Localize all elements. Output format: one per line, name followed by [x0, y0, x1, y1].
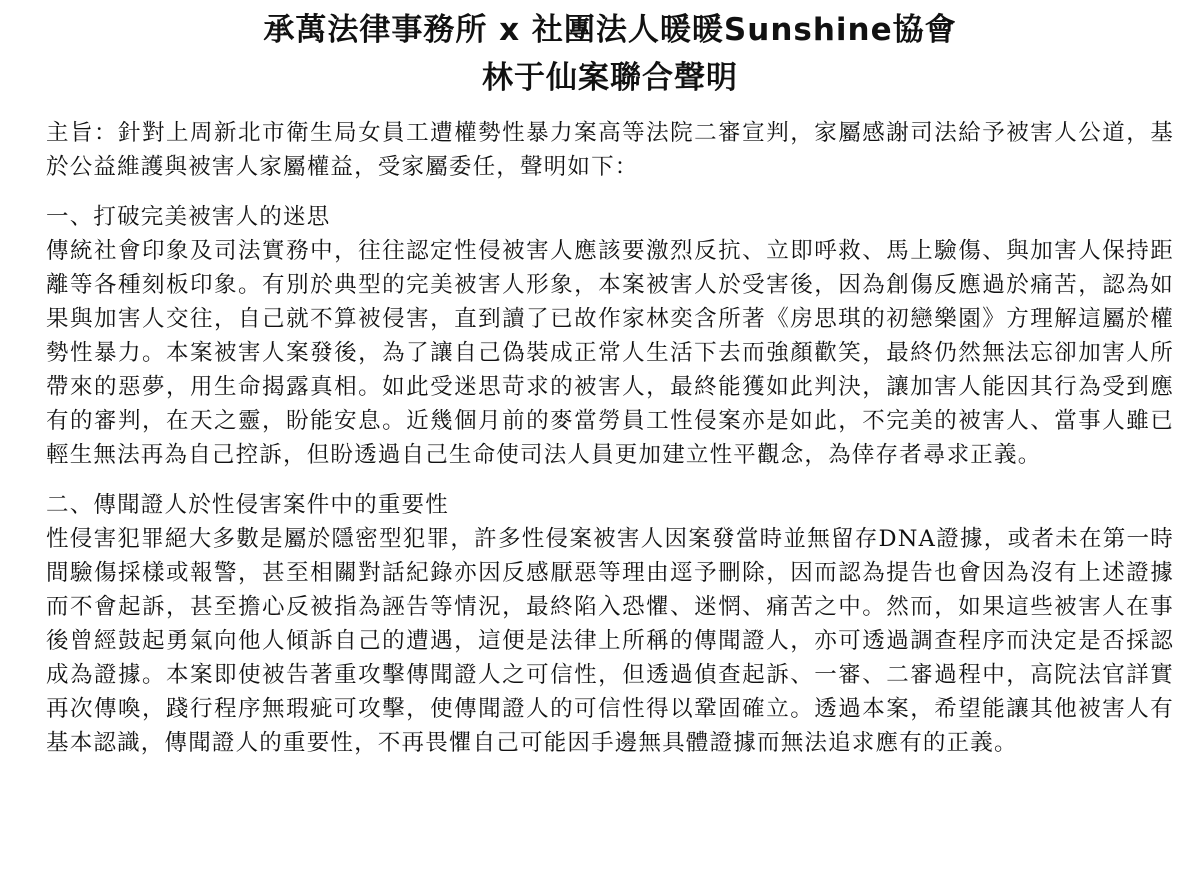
- section-heading-1: 一、打破完美被害人的迷思: [46, 204, 331, 230]
- section-body-2: 性侵害犯罪絕大多數是屬於隱密型犯罪，許多性侵案被害人因案發當時並無留存DNA證據，或者未在第一時間驗傷採樣或報警，甚至相關對話紀錄亦因反感厭惡等理由逕予刪除，因而認為提告也會因為沒有上述證據而不會起訴，甚至擔心反被指為誣告等情況，最終陷入恐懼、迷惘、痛苦之中。然而，如果這些被害人在事後曾經鼓起勇氣向他人傾訴自己的遭遇，這便是法律上所稱的傳聞證人，亦可透過調查程序而決定是否採認成為證據。本案即使被告著重攻擊傳聞證人之可信性，但透過偵查起訴、一審、二審過程中，高院法官詳實再次傳喚，踐行程序無瑕疵可攻擊，使傳聞證人的可信性得以鞏固確立。透過本案，希望能讓其他被害人有基本認識，傳聞證人的重要性，不再畏懼自己可能因手邊無具體證據而無法追求應有的正義。: [46, 526, 1174, 756]
- document-title: 承萬法律事務所 x 社團法人暖暖Sunshine協會: [263, 12, 957, 48]
- section-heading-2: 二、傳聞證人於性侵害案件中的重要性: [46, 492, 449, 518]
- section-spacer: [46, 184, 1174, 200]
- intro-paragraph: 主旨：針對上周新北市衛生局女員工遭權勢性暴力案高等法院二審宣判，家屬感謝司法給予被害人公道，基於公益維護與被害人家屬權益，受家屬委任，聲明如下：: [46, 120, 1174, 180]
- document-subtitle: 林于仙案聯合聲明: [482, 60, 738, 96]
- section-body-1: 傳統社會印象及司法實務中，往往認定性侵被害人應該要激烈反抗、立即呼救、馬上驗傷、與加害人保持距離等各種刻板印象。有別於典型的完美被害人形象，本案被害人於受害後，因為創傷反應過於痛苦，認為如果與加害人交往，自己就不算被侵害，直到讀了已故作家林奕含所著《房思琪的初戀樂園》方理解這屬於權勢性暴力。本案被害人案發後，為了讓自己偽裝成正常人生活下去而強顏歡笑，最終仍然無法忘卻加害人所帶來的惡夢，用生命揭露真相。如此受迷思苛求的被害人，最終能獲如此判決，讓加害人能因其行為受到應有的審判，在天之靈，盼能安息。近幾個月前的麥當勞員工性侵案亦是如此，不完美的被害人、當事人雖已輕生無法再為自己控訴，但盼透過自己生命使司法人員更加建立性平觀念，為倖存者尋求正義。: [46, 238, 1174, 468]
- section-spacer: [46, 472, 1174, 488]
